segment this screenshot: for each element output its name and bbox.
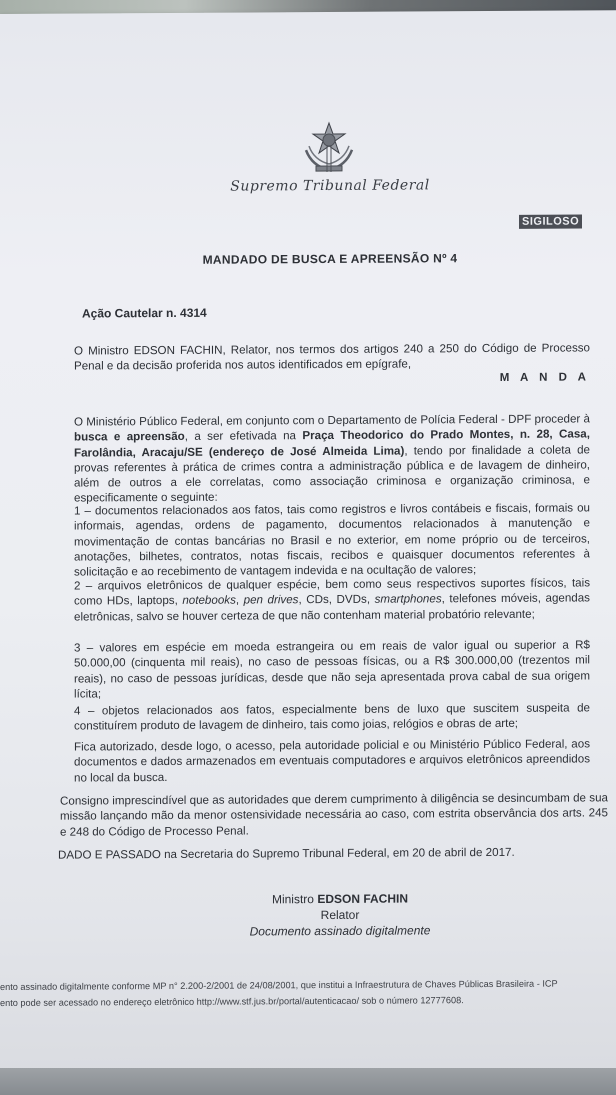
intro-paragraph: O Ministro EDSON FACHIN, Relator, nos termos dos artigos 240 a 250 do Código de Processo Penal e da decisão proferida nos autos identificados em epígrafe, — [74, 341, 590, 373]
item-2-paragraph: 2 – arquivos eletrônicos de qualquer espécie, bem como seus respectivos suportes físicos, tais como HDs, laptops, notebooks, pen drives, CDs, DVDs, smartphones, telefones móveis, agendas eletrônicas, salvo se houver certeza de que não contenham material probatório relevante; — [74, 576, 590, 624]
authorization-paragraph: Fica autorizado, desde logo, o acesso, pela autoridade policial e ou Ministério Público Federal, aos documentos e dados armazenados em eventuais computadores e arquivos eletrônicos apreendidos no local da busca. — [74, 737, 590, 785]
document-title: MANDADO DE BUSCA E APREENSÃO Nº 4 — [202, 251, 458, 267]
recommendation-paragraph: Consigno imprescindível que as autoridades que derem cumprimento à diligência se desincumbam de sua missão lançando mão da menor ostensividade necessária ao caso, com estrita observância dos arts. 245 e 248 do Código de Processo Penal. — [60, 791, 608, 839]
item-1-paragraph: 1 – documentos relacionados aos fatos, tais como registros e livros contábeis e fiscais, formais ou informais, agendas, ordens de pagamento, documentos relacionados à manutenção e movimentação de contas bancárias no Brasil e no exterior, em nome próprio ou de terceiros, anotações, bilhetes, contratos, notas fiscais, recibos e quaisquer documentos referentes à solicitação e ao recebimento de vantagem indevida e na ocultação de valores; — [74, 501, 590, 579]
footer-line-1: ento assinado digitalmente conforme MP n° 2.200-2/2001 de 24/08/2001, que institui a Infraestrutura de Chaves Públicas Brasileira - ICP — [0, 978, 558, 992]
footer-line-2: ento pode ser acessado no endereço eletrônico http://www.stf.jus.br/portal/autenticacao/ sob o número 12777608. — [0, 995, 464, 1008]
issued-paragraph: DADO E PASSADO na Secretaria do Supremo Tribunal Federal, em 20 de abril de 2017. — [58, 845, 515, 862]
background-bottom — [0, 1068, 616, 1095]
signature-note: Documento assinado digitalmente — [249, 923, 431, 939]
manda-heading: M A N D A — [499, 371, 590, 384]
document-page — [0, 10, 616, 1072]
coat-of-arms-emblem — [298, 120, 360, 178]
item-4-paragraph: 4 – objetos relacionados aos fatos, especialmente bens de luxo que suscitem suspeita de constituírem produto de lavagem de dinheiro, tais como joias, relógios e obras de arte; — [74, 701, 590, 733]
confidential-stamp: SIGILOSO — [519, 214, 582, 228]
item-3-paragraph: 3 – valores em espécie em moeda estrangeira ou em reais de valor igual ou superior a R$ 50.000,00 (cinquenta mil reais), no caso de pessoas físicas, ou a R$ 300.000,00 (trezentos mil reais), no caso de pessoas jurídicas, desde que não seja apresentada prova cabal de sua origem lícita; — [74, 638, 590, 701]
signature-block — [180, 890, 500, 940]
order-paragraph: O Ministério Público Federal, em conjunto com o Departamento de Polícia Federal - DPF proceder à busca e apreensão, a ser efetivada na Praça Theodorico do Prado Montes, n. 28, Casa, Farolândia, Aracaju/SE (endereço de José Almeida Lima), tendo por finalidade a coleta de provas referentes à prática de crimes contra a administração pública e de lavagem de dinheiro, além de outros a ele correlatas, como associação criminosa e organização criminosa, e especificamente o seguinte: — [74, 412, 590, 506]
signature-role: Relator — [320, 907, 360, 923]
signature-name-line: Ministro EDSON FACHIN — [271, 891, 409, 907]
court-name: Supremo Tribunal Federal — [230, 177, 430, 195]
case-reference: Ação Cautelar n. 4314 — [82, 305, 207, 321]
